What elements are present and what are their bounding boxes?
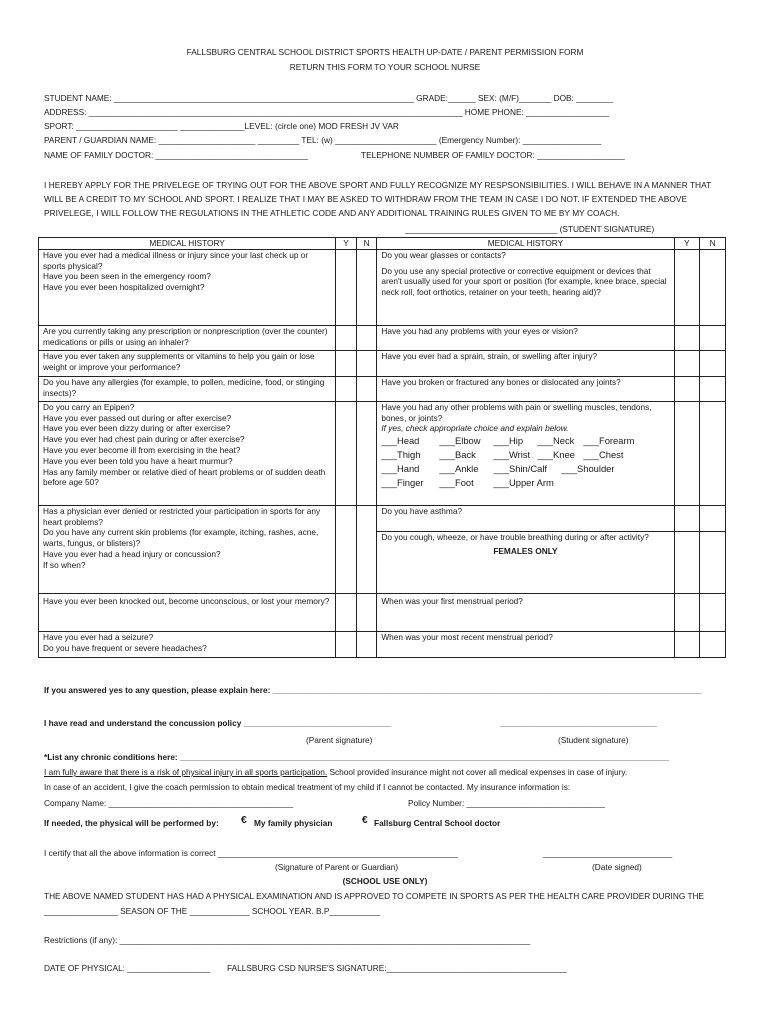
permission-statement: In case of an accident, I give the coach permission to obtain medical treatment of my child if I cannot be contacted. My insurance information is:: [44, 782, 571, 792]
question: Have you broken or fractured any bones or dislocated any joints?: [381, 376, 621, 387]
yes-checkbox[interactable]: [336, 631, 357, 657]
question: Do you use any special protective or corrective equipment or devices that aren't usually used for your sport or position (for example, knee brace, special neck roll, foot orthotics, retainer on your teeth, hearing aid)?: [381, 265, 667, 298]
question: Do you carry an Epipen?: [43, 401, 135, 412]
body-part-row: [381, 476, 669, 490]
no-checkbox[interactable]: [356, 249, 377, 325]
no-checkbox[interactable]: [700, 325, 726, 350]
season-line[interactable]: ________________ SEASON OF THE _____________ SCHOOL YEAR. B.P___________: [44, 906, 381, 916]
parent-signature-label: (Parent signature): [306, 735, 373, 745]
yes-checkbox[interactable]: [674, 376, 700, 401]
question: Have you had any problems with your eyes or vision?: [381, 325, 578, 336]
restrictions-line[interactable]: Restrictions (if any): _________________________________________________________________________________________: [44, 935, 531, 945]
question: Have you ever had a seizure?: [43, 631, 154, 642]
body-part-option[interactable]: ___Head: [381, 435, 420, 447]
females-only-heading: FEMALES ONLY: [493, 545, 558, 556]
question: Have you been seen in the emergency room?: [43, 271, 211, 282]
body-part-option[interactable]: ___Upper Arm: [493, 476, 554, 488]
body-part-option[interactable]: ___Back: [439, 448, 476, 460]
company-name-line[interactable]: Company Name: ________________________________________: [44, 798, 294, 808]
student-concussion-signature-line[interactable]: __________________________________: [500, 718, 657, 728]
question: Do you wear glasses or contacts?: [381, 249, 506, 260]
risk-statement: [44, 767, 627, 777]
yes-checkbox[interactable]: [674, 531, 700, 593]
doctor-phone-line[interactable]: TELEPHONE NUMBER OF FAMILY DOCTOR: ___________________: [361, 150, 625, 160]
yes-checkbox[interactable]: [336, 401, 357, 505]
question: Have you ever had a sprain, strain, or swelling after injury?: [381, 350, 598, 361]
body-part-option[interactable]: ___Shin/Calf: [493, 462, 548, 474]
agreement-text: I HEREBY APPLY FOR THE PRIVELEGE OF TRYING OUT FOR THE ABOVE SPORT AND FULLY RECOGNIZE MY RESPSONSIBILITIES. I WILL BEHAVE IN A MANNER THAT WILL BE A CREDIT TO MY SCHOOL AND SPORT. I REALIZE THAT I MAY BE ASKED TO WITHDRAW FROM THE TEAM IN CASE I DO NOT. IF EXTENDED THE ABOVE PRIVELEGE, I WILL FOLLOW THE REGULATIONS IN THE ATHLETIC CODE AND ANY ADDITIONAL TRAINING RULES GIVEN TO ME BY MY COACH.: [44, 180, 712, 218]
no-heading: N: [356, 238, 377, 250]
student-signature-label: (Student signature): [558, 735, 629, 745]
question: Do you have frequent or severe headaches?: [43, 642, 207, 653]
physical-performed-by-label: If needed, the physical will be performed by:: [44, 818, 219, 828]
yes-checkbox[interactable]: [674, 249, 700, 325]
question: Have you ever been told you have a heart murmur?: [43, 455, 233, 466]
question: Has a physician ever denied or restricted your participation in sports for any heart problems?: [43, 505, 321, 527]
body-part-row: [381, 448, 669, 462]
family-doctor-line[interactable]: NAME OF FAMILY DOCTOR: _________________________________: [44, 150, 308, 160]
yes-checkbox[interactable]: [674, 401, 700, 505]
family-physician-option[interactable]: My family physician: [254, 818, 333, 828]
medical-history-table: [38, 237, 726, 658]
school-doctor-option[interactable]: Fallsburg Central School doctor: [374, 818, 501, 828]
yes-checkbox[interactable]: [674, 350, 700, 376]
body-part-option[interactable]: ___Forearm: [583, 435, 635, 447]
explain-line[interactable]: If you answered yes to any question, please explain here: _____________________________________________________________________________________________: [44, 685, 702, 695]
no-checkbox[interactable]: [356, 631, 377, 657]
body-part-option[interactable]: ___Elbow: [439, 435, 481, 447]
body-part-option[interactable]: ___Wrist: [493, 448, 531, 460]
parent-line[interactable]: PARENT / GUARDIAN NAME: _____________________ _________ TEL: (w) ______________________ (Emergency Number): _________________: [44, 135, 602, 145]
yes-checkbox[interactable]: [336, 350, 357, 376]
medical-history-heading: MEDICAL HISTORY: [39, 238, 336, 250]
no-checkbox[interactable]: [700, 350, 726, 376]
yes-checkbox[interactable]: [336, 376, 357, 401]
yes-checkbox[interactable]: [674, 593, 700, 631]
nurse-signature-line[interactable]: FALLSBURG CSD NURSE'S SIGNATURE:_______________________________________: [227, 963, 567, 973]
question: Have you ever taken any supplements or vitamins to help you gain or lose weight or improve your performance?: [43, 350, 315, 372]
question: Has any family member or relative died of heart problems or of sudden death before age 50?: [43, 466, 326, 488]
question: Have you ever had a head injury or concussion?: [43, 548, 221, 559]
no-checkbox[interactable]: [356, 325, 377, 350]
no-checkbox[interactable]: [356, 505, 377, 593]
school-use-only-heading: (SCHOOL USE ONLY): [342, 876, 428, 886]
body-part-option[interactable]: ___Chest: [583, 448, 624, 460]
policy-number-line[interactable]: Policy Number: ______________________________: [408, 798, 605, 808]
yes-checkbox[interactable]: [674, 325, 700, 350]
question: Do you have asthma?: [381, 505, 463, 516]
body-part-option[interactable]: ___Finger: [381, 476, 424, 488]
question: Do you cough, wheeze, or have trouble breathing during or after activity?: [381, 531, 649, 542]
approval-statement: THE ABOVE NAMED STUDENT HAS HAD A PHYSICAL EXAMINATION AND IS APPROVED TO COMPETE IN SPORTS AS PER THE HEALTH CARE PROVIDER DURING THE: [44, 891, 705, 901]
student-signature-line[interactable]: _________________________________ (STUDENT SIGNATURE): [405, 224, 655, 234]
question: Have you ever been knocked out, become unconscious, or lost your memory?: [43, 595, 330, 606]
body-part-row: [381, 434, 669, 448]
no-heading: N: [700, 238, 726, 250]
student-info-line[interactable]: STUDENT NAME: _________________________________________________________________ GRADE:______ SEX: (M/F)_______ DOB: ________: [44, 93, 614, 103]
question: If so when?: [43, 559, 86, 570]
yes-checkbox[interactable]: [674, 631, 700, 657]
yes-checkbox[interactable]: [336, 505, 357, 593]
school-doctor-option-icon[interactable]: €: [362, 815, 368, 826]
no-checkbox[interactable]: [700, 531, 726, 593]
question: Have you had any other problems with pain or swelling muscles, tendons, bones, or joints?: [381, 401, 652, 423]
body-part-option[interactable]: ___Foot: [439, 476, 474, 488]
no-checkbox[interactable]: [700, 401, 726, 505]
address-line[interactable]: ADDRESS: _________________________________________________________________________________ HOME PHONE: __________________: [44, 107, 610, 117]
question-cell: [39, 249, 336, 325]
family-physician-option-icon[interactable]: €: [241, 815, 247, 826]
date-signed-line[interactable]: ____________________________: [543, 848, 673, 858]
question: Have you ever had chest pain during or after exercise?: [43, 434, 245, 445]
no-checkbox[interactable]: [700, 593, 726, 631]
date-signed-label: (Date signed): [592, 862, 642, 872]
sport-line[interactable]: SPORT: ______________________ ______________LEVEL: (circle one) MOD FRESH JV VAR: [44, 121, 399, 131]
yes-checkbox[interactable]: [336, 325, 357, 350]
yes-checkbox[interactable]: [336, 593, 357, 631]
question: When was your first menstrual period?: [381, 595, 523, 606]
body-part-option[interactable]: ___Thigh: [381, 448, 421, 460]
question: Have you ever become ill from exercising in the heat?: [43, 444, 241, 455]
form-subtitle: RETURN THIS FORM TO YOUR SCHOOL NURSE: [289, 62, 481, 72]
yes-checkbox[interactable]: [336, 249, 357, 325]
joint-instruction: If yes, check appropriate choice and explain below.: [381, 423, 569, 434]
chronic-conditions-line[interactable]: *List any chronic conditions here: __________________________________________________________________________________________________________: [44, 752, 670, 762]
question: Are you currently taking any prescription or nonprescription (over the counter) medications or pills or using an inhaler?: [43, 325, 328, 347]
no-checkbox[interactable]: [356, 401, 377, 505]
guardian-signature-label: (Signature of Parent or Guardian): [275, 862, 399, 872]
no-checkbox[interactable]: [356, 593, 377, 631]
body-part-option[interactable]: ___Hand: [381, 462, 420, 474]
question: Do you have any current skin problems (for example, itching, rashes, acne, warts, fungus, or blisters)?: [43, 527, 319, 549]
no-checkbox[interactable]: [356, 376, 377, 401]
date-of-physical-line[interactable]: DATE OF PHYSICAL: __________________: [44, 963, 211, 973]
yes-heading: Y: [674, 238, 700, 250]
question: Have you ever had a medical illness or injury since your last check up or sports physical?: [43, 249, 309, 271]
risk-statement-underlined: I am fully aware that there is a risk of physical injury in all sports participation.: [44, 767, 328, 777]
yes-checkbox[interactable]: [674, 505, 700, 531]
no-checkbox[interactable]: [700, 631, 726, 657]
question: When was your most recent menstrual period?: [381, 631, 553, 642]
risk-statement-rest: School provided insurance might not cover all medical expenses in case of injury.: [327, 767, 628, 777]
body-part-option[interactable]: ___Shoulder: [561, 462, 615, 474]
question: Have you ever passed out during or after exercise?: [43, 412, 232, 423]
form-title: FALLSBURG CENTRAL SCHOOL DISTRICT SPORTS HEALTH UP-DATE / PARENT PERMISSION FORM: [186, 47, 584, 57]
question: Have you ever been dizzy during or after exercise?: [43, 423, 231, 434]
body-part-option[interactable]: ___Neck: [537, 435, 575, 447]
no-checkbox[interactable]: [356, 350, 377, 376]
body-part-option[interactable]: ___Knee: [537, 448, 575, 460]
no-checkbox[interactable]: [700, 249, 726, 325]
yes-heading: Y: [336, 238, 357, 250]
medical-history-heading: MEDICAL HISTORY: [377, 238, 674, 250]
body-part-option[interactable]: ___Hip: [493, 435, 524, 447]
body-part-row: [381, 462, 669, 476]
no-checkbox[interactable]: [700, 376, 726, 401]
question: Do you have any allergies (for example, to pollen, medicine, food, or stinging insects)?: [43, 376, 325, 398]
question: Have you ever been hospitalized overnight?: [43, 282, 205, 293]
no-checkbox[interactable]: [700, 505, 726, 531]
concussion-policy-line[interactable]: I have read and understand the concussion policy ________________________________: [44, 718, 392, 728]
certify-signature-line[interactable]: I certify that all the above information is correct ____________________________________________________: [44, 848, 458, 858]
question-cell: [377, 249, 674, 325]
body-part-option[interactable]: ___Ankle: [439, 462, 479, 474]
